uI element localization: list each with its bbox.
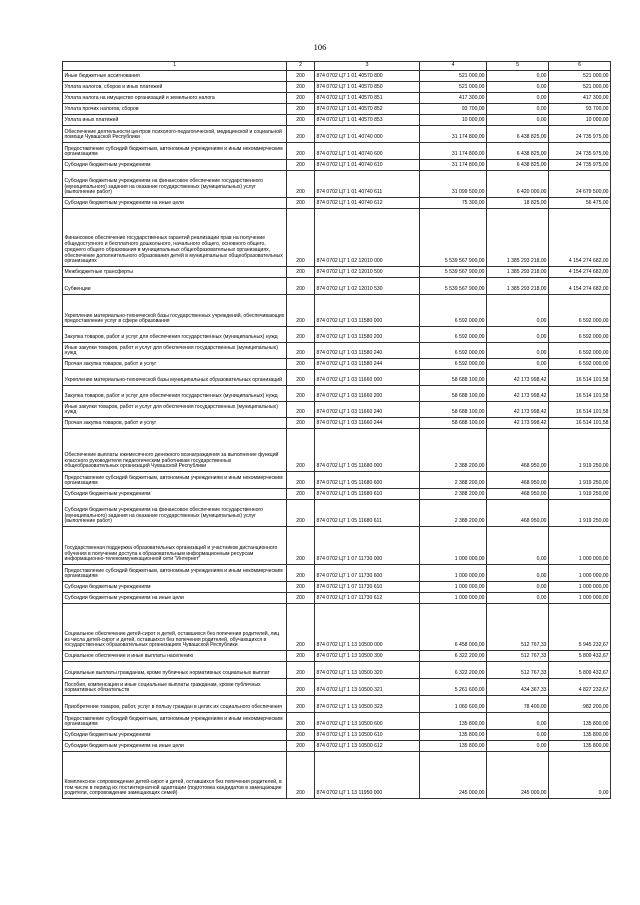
row-name-cell: Субсидии бюджетным учреждениям на иные цели [63, 198, 287, 209]
row-code-cell: 874 0702 Ц7 1 01 40570 850 [315, 82, 420, 93]
row-name-cell: Приобретение товаров, работ, услуг в пользу граждан в целях их социального обеспечения [63, 696, 287, 713]
row-plan-cell: 1 000 000,00 [420, 565, 487, 582]
row-exec-cell: 78 400,00 [487, 696, 549, 713]
row-rest-cell: 6 592 000,00 [549, 359, 611, 370]
row-rest-cell: 24 735 975,00 [549, 160, 611, 171]
row-exec-cell: 1 385 293 218,00 [487, 267, 549, 278]
row-code-cell: 874 0702 Ц7 1 07 11730 600 [315, 565, 420, 582]
row-rest-cell: 1 000 000,00 [549, 565, 611, 582]
table-row [63, 402, 611, 418]
row-name-cell: Прочая закупка товаров, работ и услуг [63, 418, 287, 429]
table-row [63, 651, 611, 662]
row-exec-cell: 0,00 [487, 713, 549, 730]
row-plan-cell: 2 388 200,00 [420, 429, 487, 472]
row-rest-cell: 135 800,00 [549, 741, 611, 752]
row-rest-cell: 16 514 101,58 [549, 386, 611, 402]
row-rest-cell: 56 475,00 [549, 198, 611, 209]
row-admin-cell: 200 [287, 593, 315, 604]
table-row [63, 418, 611, 429]
row-admin-cell: 200 [287, 209, 315, 267]
row-admin-cell: 200 [287, 343, 315, 359]
row-rest-cell: 16 514 101,58 [549, 402, 611, 418]
row-rest-cell: 521 000,00 [549, 82, 611, 93]
table-row [63, 386, 611, 402]
row-admin-cell: 200 [287, 500, 315, 527]
row-rest-cell: 1 919 250,00 [549, 500, 611, 527]
row-name-cell: Субсидии бюджетным учреждениям [63, 160, 287, 171]
row-admin-cell: 200 [287, 198, 315, 209]
table-row [63, 160, 611, 171]
row-admin-cell: 200 [287, 370, 315, 386]
table-header-row [63, 62, 611, 71]
row-admin-cell: 200 [287, 171, 315, 198]
row-admin-cell: 200 [287, 696, 315, 713]
row-rest-cell: 982 200,00 [549, 696, 611, 713]
row-admin-cell: 200 [287, 429, 315, 472]
row-rest-cell: 5 809 432,67 [549, 662, 611, 679]
row-code-cell: 874 0702 Ц7 1 13 11950 000 [315, 752, 420, 799]
row-admin-cell: 200 [287, 126, 315, 143]
row-exec-cell: 6 438 825,00 [487, 143, 549, 160]
row-plan-cell: 521 000,00 [420, 82, 487, 93]
row-plan-cell: 58 688 100,00 [420, 418, 487, 429]
row-name-cell: Уплата прочих налогов, сборов [63, 104, 287, 115]
row-code-cell: 874 0702 Ц7 1 01 40740 600 [315, 143, 420, 160]
row-exec-cell: 468 950,00 [487, 472, 549, 489]
row-code-cell: 874 0702 Ц7 1 02 12010 530 [315, 278, 420, 295]
row-admin-cell: 200 [287, 295, 315, 327]
row-rest-cell: 4 827 232,67 [549, 679, 611, 696]
table-row [63, 604, 611, 651]
row-admin-cell: 200 [287, 71, 315, 82]
table-row [63, 741, 611, 752]
row-plan-cell: 31 174 800,00 [420, 160, 487, 171]
row-exec-cell: 468 950,00 [487, 489, 549, 500]
row-rest-cell: 5 809 432,67 [549, 651, 611, 662]
row-plan-cell: 2 388 200,00 [420, 500, 487, 527]
row-plan-cell: 58 688 100,00 [420, 370, 487, 386]
row-admin-cell: 200 [287, 662, 315, 679]
row-name-cell: Субсидии бюджетным учреждениям на иные цели [63, 741, 287, 752]
row-admin-cell: 200 [287, 604, 315, 651]
row-plan-cell: 1 000 000,00 [420, 527, 487, 565]
table-row [63, 370, 611, 386]
column-header: 5 [487, 62, 549, 71]
row-code-cell: 874 0702 Ц7 1 03 11660 200 [315, 386, 420, 402]
row-rest-cell: 24 735 975,00 [549, 143, 611, 160]
table-row [63, 82, 611, 93]
row-code-cell: 874 0702 Ц7 1 05 11680 611 [315, 500, 420, 527]
row-name-cell: Укрепление материально-технической базы государственных учреждений, обеспечивающих предоставление услуг в сфере образования [63, 295, 287, 327]
row-name-cell: Субсидии бюджетным учреждениям [63, 730, 287, 741]
table-row [63, 713, 611, 730]
row-admin-cell: 200 [287, 472, 315, 489]
row-rest-cell: 1 919 250,00 [549, 489, 611, 500]
table-row [63, 115, 611, 126]
row-exec-cell: 0,00 [487, 343, 549, 359]
row-admin-cell: 200 [287, 741, 315, 752]
table-row [63, 327, 611, 343]
table-row [63, 752, 611, 799]
row-plan-cell: 6 592 000,00 [420, 359, 487, 370]
row-plan-cell: 58 688 100,00 [420, 386, 487, 402]
row-code-cell: 874 0702 Ц7 1 03 11660 244 [315, 418, 420, 429]
row-plan-cell: 5 539 567 900,00 [420, 278, 487, 295]
row-admin-cell: 200 [287, 278, 315, 295]
row-exec-cell: 0,00 [487, 359, 549, 370]
row-exec-cell: 0,00 [487, 593, 549, 604]
row-admin-cell: 200 [287, 115, 315, 126]
row-rest-cell: 16 514 101,58 [549, 418, 611, 429]
row-admin-cell: 200 [287, 752, 315, 799]
row-plan-cell: 245 000,00 [420, 752, 487, 799]
row-plan-cell: 5 539 567 900,00 [420, 209, 487, 267]
row-code-cell: 874 0702 Ц7 1 02 12010 500 [315, 267, 420, 278]
table-row [63, 500, 611, 527]
row-admin-cell: 200 [287, 359, 315, 370]
column-header: 6 [549, 62, 611, 71]
row-exec-cell: 512 767,33 [487, 651, 549, 662]
table-row [63, 696, 611, 713]
row-plan-cell: 10 000,00 [420, 115, 487, 126]
row-plan-cell: 1 000 000,00 [420, 593, 487, 604]
table-row [63, 472, 611, 489]
table-row [63, 126, 611, 143]
row-plan-cell: 1 060 600,00 [420, 696, 487, 713]
table-row [63, 730, 611, 741]
row-rest-cell: 521 000,00 [549, 71, 611, 82]
row-code-cell: 874 0702 Ц7 1 13 10500 321 [315, 679, 420, 696]
row-plan-cell: 6 592 000,00 [420, 295, 487, 327]
row-code-cell: 874 0702 Ц7 1 03 11580 244 [315, 359, 420, 370]
row-code-cell: 874 0702 Ц7 1 05 11680 600 [315, 472, 420, 489]
row-name-cell: Предоставление субсидий бюджетным, автономным учреждениям и иным некоммерческим организациям [63, 143, 287, 160]
row-name-cell: Предоставление субсидий бюджетным, автономным учреждениям и иным некоммерческим организациям [63, 565, 287, 582]
row-name-cell: Субсидии бюджетным учреждениям на финансовое обеспечение государственного (муниципального) задания на оказание государственных (муниципальных) услуг (выполнение работ) [63, 500, 287, 527]
row-exec-cell: 42 173 998,42 [487, 418, 549, 429]
row-plan-cell: 93 700,00 [420, 104, 487, 115]
row-admin-cell: 200 [287, 418, 315, 429]
table-row [63, 582, 611, 593]
row-code-cell: 874 0702 Ц7 1 01 40570 851 [315, 93, 420, 104]
row-rest-cell: 5 945 232,67 [549, 604, 611, 651]
table-row [63, 71, 611, 82]
row-name-cell: Закупка товаров, работ и услуг для обеспечения государственных (муниципальных) нужд [63, 327, 287, 343]
row-admin-cell: 200 [287, 327, 315, 343]
row-name-cell: Социальные выплаты гражданам, кроме публичных нормативных социальных выплат [63, 662, 287, 679]
row-name-cell: Укрепление материально-технической базы муниципальных образовательных организаций [63, 370, 287, 386]
row-plan-cell: 135 800,00 [420, 741, 487, 752]
row-rest-cell: 10 000,00 [549, 115, 611, 126]
row-admin-cell: 200 [287, 489, 315, 500]
row-rest-cell: 4 154 274 682,00 [549, 278, 611, 295]
row-code-cell: 874 0702 Ц7 1 07 11730 610 [315, 582, 420, 593]
row-rest-cell: 4 154 274 682,00 [549, 267, 611, 278]
row-name-cell: Социальное обеспечение детей-сирот и детей, оставшихся без попечения родителей, лиц из числа детей-сирот и детей, оставшихся без попечения родителей, обучающихся в государственных образовательных организациях Чувашской Республики [63, 604, 287, 651]
row-name-cell: Обеспечение деятельности центров психолого-педагогической, медицинской и социальной помощи Чувашской Республики [63, 126, 287, 143]
row-exec-cell: 42 173 998,42 [487, 370, 549, 386]
row-admin-cell: 200 [287, 104, 315, 115]
row-admin-cell: 200 [287, 160, 315, 171]
row-plan-cell: 31 099 500,00 [420, 171, 487, 198]
row-code-cell: 874 0702 Ц7 1 03 11660 000 [315, 370, 420, 386]
row-admin-cell: 200 [287, 82, 315, 93]
row-exec-cell: 6 420 000,00 [487, 171, 549, 198]
row-plan-cell: 521 000,00 [420, 71, 487, 82]
row-code-cell: 874 0702 Ц7 1 07 11730 612 [315, 593, 420, 604]
row-name-cell: Комплексное сопровождение детей-сирот и детей, оставшихся без попечения родителей, в том числе в период их постинтернатной адаптации (подготовка кандидатов в замещающие родители, сопровождение замещающих семей) [63, 752, 287, 799]
table-row [63, 267, 611, 278]
row-rest-cell: 6 592 000,00 [549, 295, 611, 327]
row-plan-cell: 31 174 800,00 [420, 143, 487, 160]
table-row [63, 527, 611, 565]
row-admin-cell: 200 [287, 386, 315, 402]
row-admin-cell: 200 [287, 651, 315, 662]
row-plan-cell: 31 174 800,00 [420, 126, 487, 143]
row-rest-cell: 16 514 101,58 [549, 370, 611, 386]
row-rest-cell: 4 154 274 682,00 [549, 209, 611, 267]
row-name-cell: Субсидии бюджетным учреждениям [63, 489, 287, 500]
row-exec-cell: 1 385 293 218,00 [487, 278, 549, 295]
row-plan-cell: 6 322 200,00 [420, 662, 487, 679]
row-exec-cell: 0,00 [487, 730, 549, 741]
row-name-cell: Уплата налогов, сборов и иных платежей [63, 82, 287, 93]
row-name-cell: Государственная поддержка образовательных организаций и участников дистанционного обучения в получении доступа к образовательным информационным ресурсам информационно-телекоммуникационной сети "Интернет" [63, 527, 287, 565]
table-row [63, 93, 611, 104]
table-row [63, 278, 611, 295]
row-rest-cell: 1 919 250,00 [549, 472, 611, 489]
column-header: 1 [63, 62, 287, 71]
row-name-cell: Уплата налога на имущество организаций и земельного налога [63, 93, 287, 104]
row-code-cell: 874 0702 Ц7 1 05 11680 610 [315, 489, 420, 500]
row-exec-cell: 0,00 [487, 527, 549, 565]
row-name-cell: Субсидии бюджетным учреждениям [63, 582, 287, 593]
row-plan-cell: 135 800,00 [420, 730, 487, 741]
row-rest-cell: 1 000 000,00 [549, 527, 611, 565]
row-rest-cell: 1 000 000,00 [549, 582, 611, 593]
row-code-cell: 874 0702 Ц7 1 13 10500 320 [315, 662, 420, 679]
row-code-cell: 874 0702 Ц7 1 01 40570 853 [315, 115, 420, 126]
row-code-cell: 874 0702 Ц7 1 13 10500 300 [315, 651, 420, 662]
row-plan-cell: 2 388 200,00 [420, 489, 487, 500]
table-row [63, 209, 611, 267]
table-row [63, 565, 611, 582]
row-rest-cell: 417 300,00 [549, 93, 611, 104]
row-name-cell: Обеспечение выплаты ежемесячного денежного вознаграждения за выполнение функций классного руководителя педагогическим работникам государственных общеобразовательных организаций Чувашской Республики [63, 429, 287, 472]
row-exec-cell: 1 385 293 218,00 [487, 209, 549, 267]
row-name-cell: Финансовое обеспечение государственных гарантий реализации прав на получение общедоступного и бесплатного дошкольного, начального общего, основного общего, среднего общего образования в муниципальных общеобразовательных организациях, обеспечение дополнительного образования детей в муниципальных общеобразовательных организациях [63, 209, 287, 267]
row-exec-cell: 0,00 [487, 115, 549, 126]
row-name-cell: Предоставление субсидий бюджетным, автономным учреждениям и иным некоммерческим организациям [63, 472, 287, 489]
table-row [63, 489, 611, 500]
row-name-cell: Иные закупки товаров, работ и услуг для обеспечения государственных (муниципальных) нужд [63, 402, 287, 418]
table-row [63, 429, 611, 472]
table-row [63, 143, 611, 160]
row-rest-cell: 24 735 975,00 [549, 126, 611, 143]
row-exec-cell: 6 438 825,00 [487, 160, 549, 171]
row-admin-cell: 200 [287, 267, 315, 278]
row-exec-cell: 0,00 [487, 93, 549, 104]
row-exec-cell: 0,00 [487, 565, 549, 582]
row-exec-cell: 0,00 [487, 327, 549, 343]
row-admin-cell: 200 [287, 713, 315, 730]
row-plan-cell: 6 592 000,00 [420, 343, 487, 359]
row-name-cell: Прочая закупка товаров, работ и услуг [63, 359, 287, 370]
row-exec-cell: 42 173 998,42 [487, 386, 549, 402]
row-code-cell: 874 0702 Ц7 1 03 11660 240 [315, 402, 420, 418]
row-rest-cell: 6 592 000,00 [549, 343, 611, 359]
row-code-cell: 874 0702 Ц7 1 13 10500 000 [315, 604, 420, 651]
row-name-cell: Субсидии бюджетным учреждениям на финансовое обеспечение государственного (муниципального) задания на оказание государственных (муниципальных) услуг (выполнение работ) [63, 171, 287, 198]
row-rest-cell: 1 000 000,00 [549, 593, 611, 604]
column-header: 3 [315, 62, 420, 71]
table-row [63, 359, 611, 370]
row-exec-cell: 6 438 825,00 [487, 126, 549, 143]
table-row [63, 171, 611, 198]
row-code-cell: 874 0702 Ц7 1 01 40570 852 [315, 104, 420, 115]
row-plan-cell: 58 688 100,00 [420, 402, 487, 418]
row-code-cell: 874 0702 Ц7 1 03 11580 200 [315, 327, 420, 343]
row-admin-cell: 200 [287, 93, 315, 104]
row-plan-cell: 6 458 000,00 [420, 604, 487, 651]
row-admin-cell: 200 [287, 730, 315, 741]
row-name-cell: Пособия, компенсации и иные социальные выплаты гражданам, кроме публичных нормативных обязательств [63, 679, 287, 696]
row-admin-cell: 200 [287, 679, 315, 696]
table-row [63, 679, 611, 696]
row-code-cell: 874 0702 Ц7 1 01 40740 612 [315, 198, 420, 209]
row-code-cell: 874 0702 Ц7 1 07 11730 000 [315, 527, 420, 565]
row-code-cell: 874 0702 Ц7 1 13 10500 323 [315, 696, 420, 713]
row-code-cell: 874 0702 Ц7 1 03 11580 000 [315, 295, 420, 327]
row-exec-cell: 0,00 [487, 295, 549, 327]
row-plan-cell: 6 322 200,00 [420, 651, 487, 662]
row-admin-cell: 200 [287, 565, 315, 582]
row-name-cell: Субвенции [63, 278, 287, 295]
row-exec-cell: 512 767,33 [487, 604, 549, 651]
row-code-cell: 874 0702 Ц7 1 03 11580 240 [315, 343, 420, 359]
row-code-cell: 874 0702 Ц7 1 13 10500 610 [315, 730, 420, 741]
row-plan-cell: 5 261 600,00 [420, 679, 487, 696]
row-admin-cell: 200 [287, 582, 315, 593]
row-name-cell: Иные бюджетные ассигнования [63, 71, 287, 82]
row-code-cell: 874 0702 Ц7 1 01 40570 800 [315, 71, 420, 82]
row-rest-cell: 1 919 250,00 [549, 429, 611, 472]
table-row [63, 343, 611, 359]
row-name-cell: Социальное обеспечение и иные выплаты населению [63, 651, 287, 662]
row-exec-cell: 512 767,33 [487, 662, 549, 679]
row-rest-cell: 93 700,00 [549, 104, 611, 115]
row-name-cell: Субсидии бюджетным учреждениям на иные цели [63, 593, 287, 604]
row-plan-cell: 75 300,00 [420, 198, 487, 209]
row-code-cell: 874 0702 Ц7 1 01 40740 000 [315, 126, 420, 143]
row-code-cell: 874 0702 Ц7 1 13 10500 612 [315, 741, 420, 752]
row-exec-cell: 0,00 [487, 104, 549, 115]
row-rest-cell: 135 800,00 [549, 713, 611, 730]
column-header: 2 [287, 62, 315, 71]
row-exec-cell: 0,00 [487, 71, 549, 82]
row-code-cell: 874 0702 Ц7 1 01 40740 610 [315, 160, 420, 171]
row-exec-cell: 42 173 998,42 [487, 402, 549, 418]
row-plan-cell: 6 592 000,00 [420, 327, 487, 343]
row-exec-cell: 18 825,00 [487, 198, 549, 209]
row-exec-cell: 468 950,00 [487, 500, 549, 527]
row-plan-cell: 135 800,00 [420, 713, 487, 730]
row-exec-cell: 434 367,33 [487, 679, 549, 696]
row-exec-cell: 0,00 [487, 741, 549, 752]
row-exec-cell: 468 950,00 [487, 429, 549, 472]
row-rest-cell: 135 800,00 [549, 730, 611, 741]
table-row [63, 662, 611, 679]
table-row [63, 104, 611, 115]
row-name-cell: Иные закупки товаров, работ и услуг для обеспечения государственных (муниципальных) нужд [63, 343, 287, 359]
column-header: 4 [420, 62, 487, 71]
row-admin-cell: 200 [287, 402, 315, 418]
row-code-cell: 874 0702 Ц7 1 02 12010 000 [315, 209, 420, 267]
row-plan-cell: 417 300,00 [420, 93, 487, 104]
row-name-cell: Межбюджетные трансферты [63, 267, 287, 278]
row-plan-cell: 2 388 200,00 [420, 472, 487, 489]
row-name-cell: Предоставление субсидий бюджетным, автономным учреждениям и иным некоммерческим организациям [63, 713, 287, 730]
row-admin-cell: 200 [287, 527, 315, 565]
row-rest-cell: 6 592 000,00 [549, 327, 611, 343]
row-rest-cell: 0,00 [549, 752, 611, 799]
row-exec-cell: 245 000,00 [487, 752, 549, 799]
row-plan-cell: 1 000 000,00 [420, 582, 487, 593]
row-code-cell: 874 0702 Ц7 1 05 11680 000 [315, 429, 420, 472]
row-admin-cell: 200 [287, 143, 315, 160]
table-row [63, 198, 611, 209]
row-rest-cell: 24 679 500,00 [549, 171, 611, 198]
row-code-cell: 874 0702 Ц7 1 13 10500 600 [315, 713, 420, 730]
row-name-cell: Уплата иных платежей [63, 115, 287, 126]
table-row [63, 593, 611, 604]
row-exec-cell: 0,00 [487, 582, 549, 593]
table-row [63, 295, 611, 327]
page-number: 106 [313, 42, 327, 52]
row-exec-cell: 0,00 [487, 82, 549, 93]
row-code-cell: 874 0702 Ц7 1 01 40740 611 [315, 171, 420, 198]
row-name-cell: Закупка товаров, работ и услуг для обеспечения государственных (муниципальных) нужд [63, 386, 287, 402]
row-plan-cell: 5 539 567 900,00 [420, 267, 487, 278]
budget-table [62, 61, 611, 799]
